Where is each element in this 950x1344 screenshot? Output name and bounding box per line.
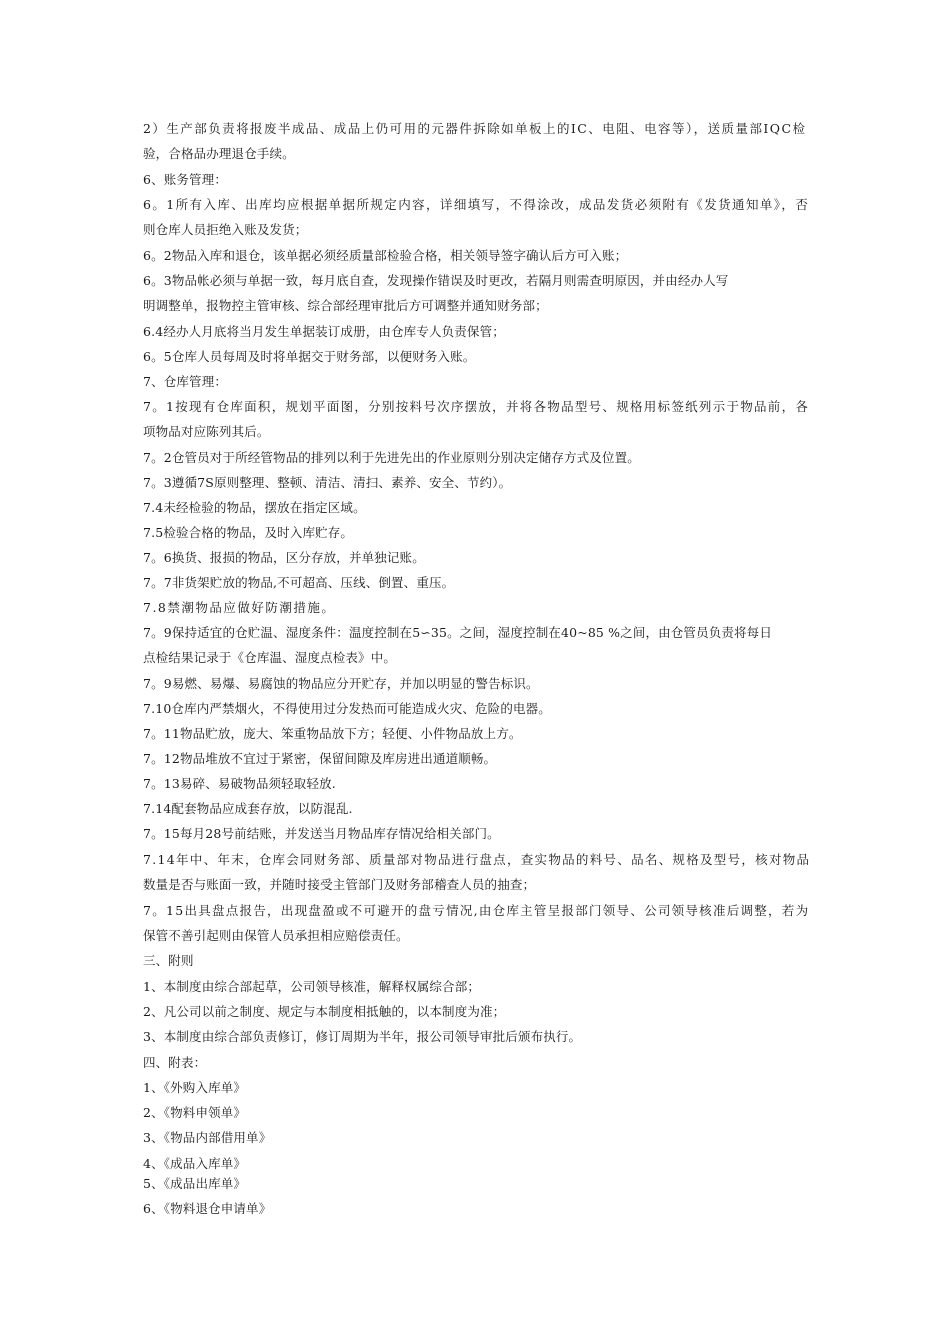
text-line: 7。2仓管员对于所经管物品的排列以利于先进先出的作业原则分别决定储存方式及位置。 — [143, 450, 640, 465]
text-line: 2、《物料申领单》 — [143, 1105, 247, 1120]
text-line: 7.14年中、年末，仓库会同财务部、质量部对物品进行盘点，查实物品的料号、品名、规格及型号，核对物品 — [143, 852, 811, 867]
text-line: 7。15每月28号前结账，并发送当月物品库存情况给相关部门。 — [143, 826, 500, 841]
text-line: 1、本制度由综合部起草，公司领导核准，解释权属综合部； — [143, 979, 481, 994]
text-line: 6。2物品入库和退仓，该单据必须经质量部检验合格，相关领导签字确认后方可入账； — [143, 248, 628, 263]
text-line: 7.5检验合格的物品，及时入库贮存。 — [143, 525, 354, 540]
text-line: 4、《成品入库单》 — [143, 1156, 247, 1171]
text-line: 6、账务管理： — [143, 172, 228, 187]
text-line: 2）生产部负责将报废半成品、成品上仍可用的元器件拆除如单板上的IC、电阻、电容等），送质量部IQC检 — [143, 121, 807, 136]
text-line: 6、《物料退仓申请单》 — [143, 1201, 272, 1216]
text-line: 7。15出具盘点报告，出现盘盈或不可避开的盘亏情况,由仓库主管呈报部门领导、公司领导核准后调整，若为 — [143, 903, 810, 918]
text-line: 则仓库人员拒绝入账及发货； — [143, 222, 308, 237]
text-line: 7。11物品贮放，庞大、笨重物品放下方；轻便、小件物品放上方。 — [143, 726, 522, 741]
text-line: 点检结果记录于《仓库温、湿度点检表》中。 — [143, 650, 397, 665]
text-line: 四、附表： — [143, 1055, 207, 1070]
text-line: 数量是否与账面一致，并随时接受主管部门及财务部稽查人员的抽查； — [143, 877, 536, 892]
text-line: 保管不善引起则由保管人员承担相应赔偿责任。 — [143, 928, 409, 943]
text-line: 7.14配套物品应成套存放，以防混乱. — [143, 801, 353, 816]
text-line: 项物品对应陈列其后。 — [143, 424, 270, 439]
text-line: 3、本制度由综合部负责修订，修订周期为半年，报公司领导审批后颁布执行。 — [143, 1029, 582, 1044]
text-line: 验，合格品办理退仓手续。 — [143, 146, 295, 161]
text-line: 7。9易燃、易爆、易腐蚀的物品应分开贮存，并加以明显的警告标识。 — [143, 676, 539, 691]
text-line: 三、附则 — [143, 953, 194, 968]
text-line: 6。3物品帐必须与单据一致，每月底自查，发现操作错误及时更改，若隔月则需查明原因，并由经办人写 — [143, 273, 729, 288]
text-line: 1、《外购入库单》 — [143, 1080, 247, 1095]
text-line: 7、仓库管理： — [143, 374, 228, 389]
text-line: 7.8禁潮物品应做好防潮措施。 — [143, 600, 336, 615]
text-line: 7。7非货架贮放的物品,不可超高、压线、倒置、重压。 — [143, 575, 455, 590]
text-line: 7。9保持适宜的仓贮温、湿度条件：温度控制在5∽35。之间，湿度控制在40~85 %之间，由仓管员负责将每日 — [143, 625, 772, 640]
text-line: 7。3遵循7S原则整理、整顿、清洁、清扫、素养、安全、节约）。 — [143, 475, 512, 490]
text-line: 7。12物品堆放不宜过于紧密，保留间隙及库房进出通道顺畅。 — [143, 751, 497, 766]
text-line: 6。1所有入库、出库均应根据单据所规定内容，详细填写，不得涂改，成品发货必须附有《发货通知单》，否 — [143, 197, 810, 212]
text-line: 7。6换货、报损的物品，区分存放，并单独记账。 — [143, 550, 425, 565]
text-line: 7。13易碎、易破物品须轻取轻放. — [143, 776, 336, 791]
text-line: 明调整单，报物控主管审核、综合部经理审批后方可调整并通知财务部； — [143, 298, 548, 313]
text-line: 7。1按现有仓库面积，规划平面图，分别按料号次序摆放，并将各物品型号、规格用标签纸列示于物品前，各 — [143, 399, 810, 414]
text-line: 5、《成品出库单》 — [143, 1176, 247, 1191]
text-line: 6。5仓库人员每周及时将单据交于财务部，以便财务入账。 — [143, 349, 476, 364]
text-line: 3、《物品内部借用单》 — [143, 1130, 272, 1145]
text-line: 7.4未经检验的物品，摆放在指定区域。 — [143, 500, 366, 515]
text-line: 2、凡公司以前之制度、规定与本制度相抵触的，以本制度为准； — [143, 1004, 506, 1019]
text-line: 6.4经办人月底将当月发生单据装订成册，由仓库专人负责保管； — [143, 324, 505, 339]
text-line: 7.10仓库内严禁烟火，不得使用过分发热而可能造成火灾、危险的电器。 — [143, 701, 551, 716]
